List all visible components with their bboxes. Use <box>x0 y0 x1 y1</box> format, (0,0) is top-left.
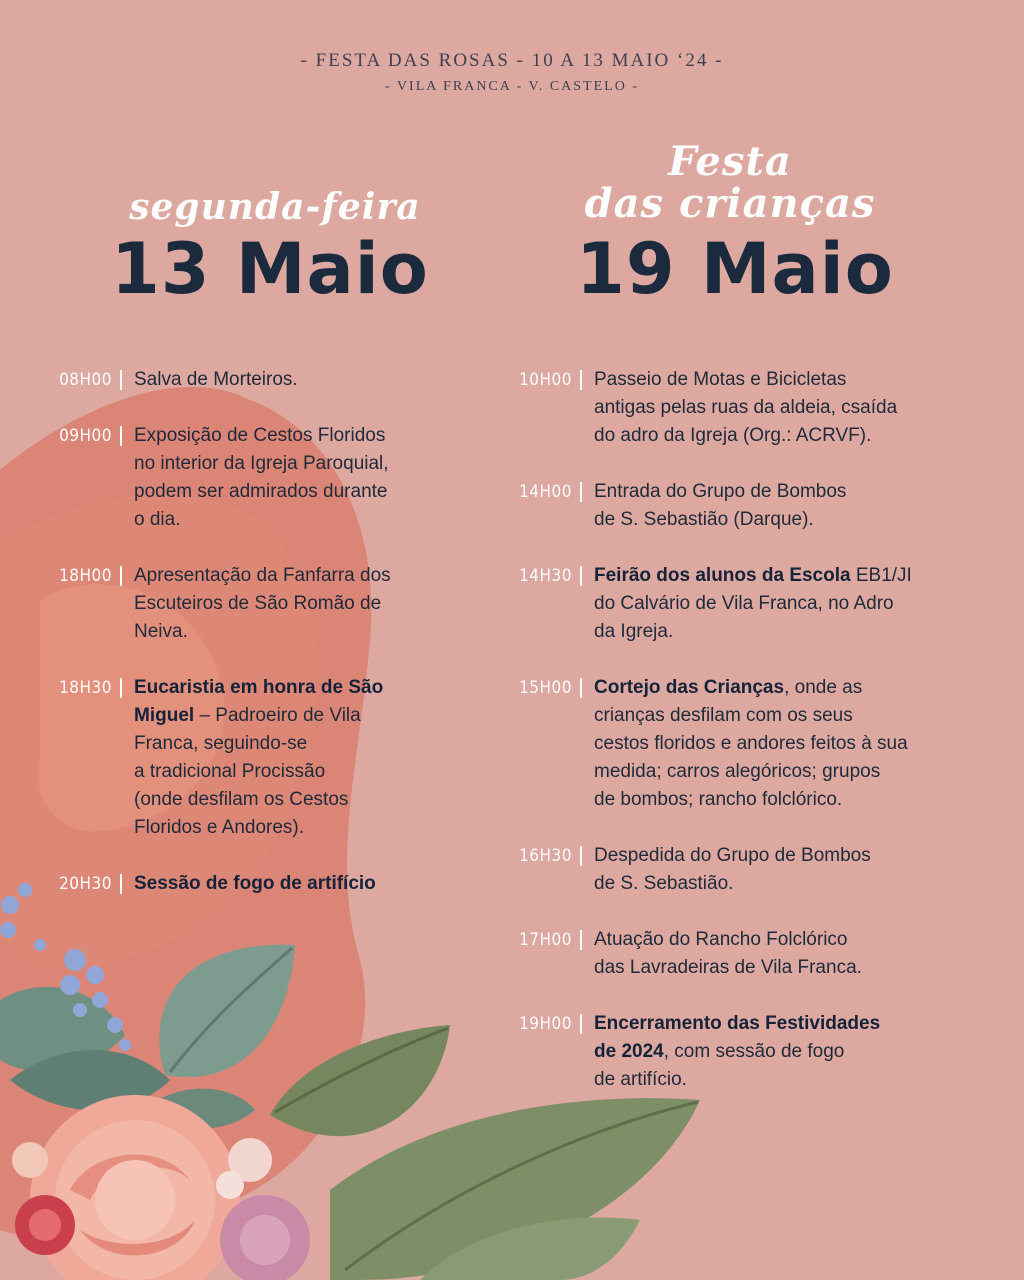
event-time: 15H00 <box>519 678 572 698</box>
event-description <box>594 562 990 646</box>
event-description <box>594 1010 990 1094</box>
event-time: 14H00 <box>519 482 572 502</box>
event-description <box>594 366 990 450</box>
event-time: 20H30 <box>59 874 112 894</box>
event-description <box>134 422 470 534</box>
event-description <box>594 478 990 534</box>
schedule-item <box>30 674 470 842</box>
divider <box>120 566 122 586</box>
schedule-item <box>490 926 990 982</box>
event-text: Entrada do Grupo de Bombos de S. Sebastião (Darque). <box>594 481 847 530</box>
divider <box>580 482 582 502</box>
event-time: 17H00 <box>519 930 572 950</box>
event-time: 19H00 <box>519 1014 572 1034</box>
event-description <box>594 842 990 898</box>
schedule-13-maio <box>30 366 470 926</box>
schedule-item <box>30 366 470 394</box>
left-date-heading: 13 Maio <box>111 228 429 310</box>
event-header-title: - FESTA DAS ROSAS - 10 A 13 MAIO ‘24 - <box>300 50 724 71</box>
event-text-bold: Feirão dos alunos da Escola <box>594 565 851 586</box>
event-time: 18H00 <box>59 566 112 586</box>
left-weekday-heading: segunda-feira <box>129 186 421 228</box>
divider <box>580 1014 582 1034</box>
event-text: , onde as crianças desfilam com os seus cestos floridos e andores feitos à sua medida; carros alegóricos; grupos de bombos; rancho folclórico. <box>594 677 908 810</box>
divider <box>120 874 122 894</box>
schedule-item <box>30 562 470 646</box>
event-text: Salva de Morteiros. <box>134 369 298 390</box>
event-description <box>594 674 990 814</box>
event-time: 09H00 <box>59 426 112 446</box>
schedule-item <box>490 366 990 450</box>
event-header-location: - VILA FRANCA - V. CASTELO - <box>385 79 639 94</box>
right-date-heading: 19 Maio <box>576 228 894 310</box>
schedule-item <box>490 562 990 646</box>
schedule-19-maio <box>490 366 990 1122</box>
event-text-bold: Encerramento das Festividades de 2024 <box>594 1013 881 1062</box>
event-description <box>594 926 990 982</box>
right-title-line1: Festa <box>668 138 792 185</box>
event-text-bold: Sessão de fogo de artifício <box>134 873 376 894</box>
divider <box>580 566 582 586</box>
event-description <box>134 366 470 394</box>
divider <box>120 370 122 390</box>
event-text: Despedida do Grupo de Bombos de S. Sebastião. <box>594 845 871 894</box>
divider <box>580 930 582 950</box>
divider <box>580 370 582 390</box>
schedule-item <box>30 870 470 898</box>
schedule-item <box>490 674 990 814</box>
event-description <box>134 870 470 898</box>
divider <box>580 846 582 866</box>
event-time: 18H30 <box>59 678 112 698</box>
event-time: 14H30 <box>519 566 572 586</box>
event-text: Passeio de Motas e Bicicletas antigas pelas ruas da aldeia, csaída do adro da Igreja (Org.: ACRVF). <box>594 369 898 446</box>
event-time: 16H30 <box>519 846 572 866</box>
right-title-line2: das crianças <box>584 180 876 227</box>
event-text-bold: Eucaristia em honra de São Miguel <box>134 677 384 726</box>
schedule-item <box>490 1010 990 1094</box>
schedule-item <box>30 422 470 534</box>
event-description <box>134 562 470 646</box>
schedule-item <box>490 842 990 898</box>
event-text: EB1/JI do Calvário de Vila Franca, no Adro da Igreja. <box>594 565 912 642</box>
event-text: Apresentação da Fanfarra dos Escuteiros de São Romão de Neiva. <box>134 565 391 642</box>
event-time: 10H00 <box>519 370 572 390</box>
event-time: 08H00 <box>59 370 112 390</box>
event-description <box>134 674 470 842</box>
divider <box>120 678 122 698</box>
event-text: , com sessão de fogo de artifício. <box>594 1041 845 1090</box>
divider <box>580 678 582 698</box>
divider <box>120 426 122 446</box>
event-text: Atuação do Rancho Folclórico das Lavradeiras de Vila Franca. <box>594 929 862 978</box>
event-text: – Padroeiro de Vila Franca, seguindo-se a tradicional Procissão (onde desfilam os Cestos Floridos e Andores). <box>134 705 361 838</box>
schedule-item <box>490 478 990 534</box>
event-text-bold: Cortejo das Crianças <box>594 677 785 698</box>
event-text: Exposição de Cestos Floridos no interior da Igreja Paroquial, podem ser admirados durante o dia. <box>134 425 389 530</box>
